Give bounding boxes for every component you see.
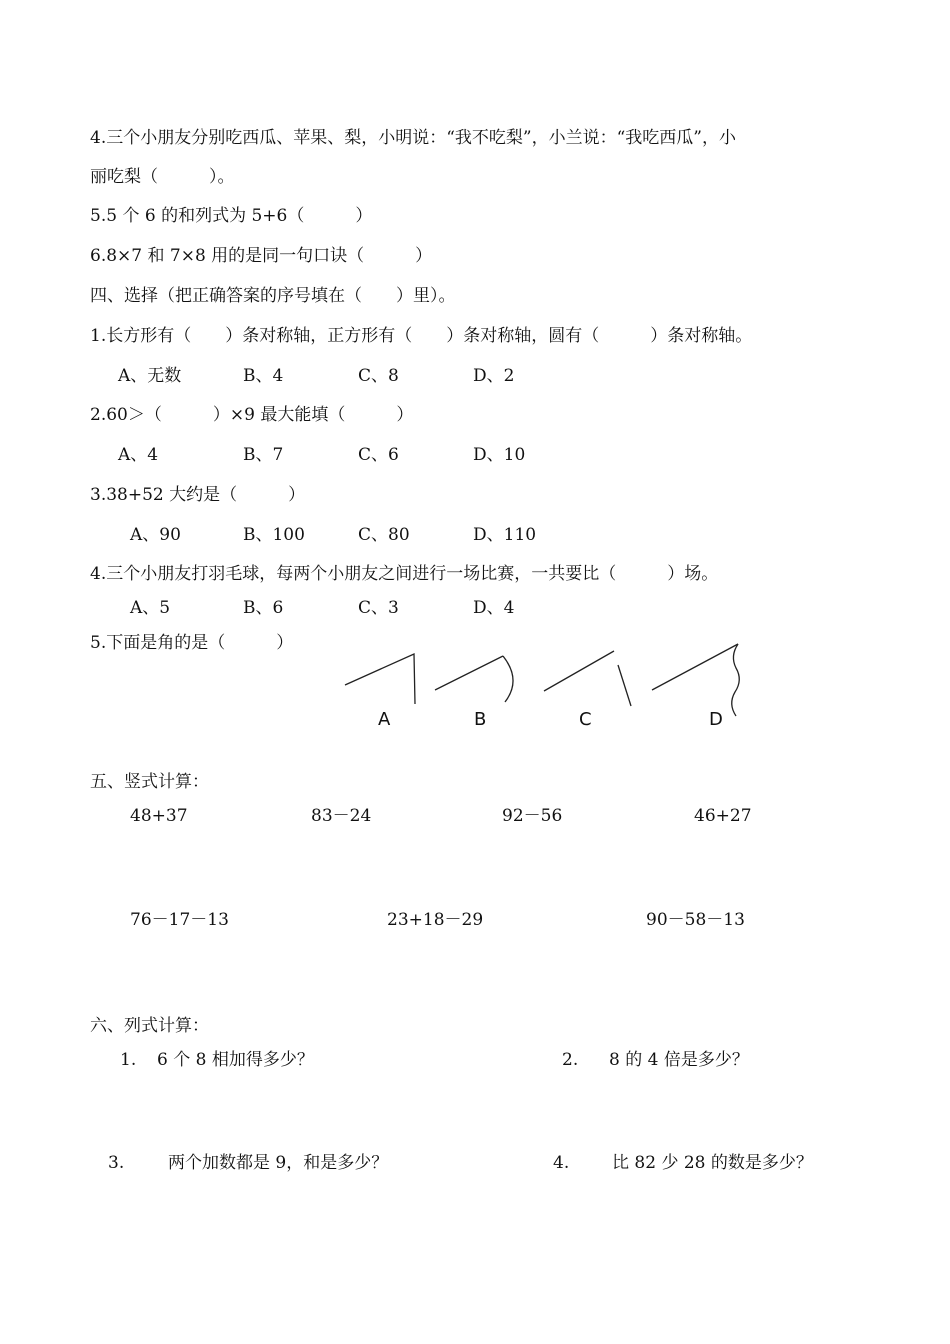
choice-q3-option-d: D、110	[473, 525, 537, 545]
equation-item-num: 1.	[120, 1050, 137, 1070]
figure-a-angle	[345, 654, 415, 704]
figure-c-line-2	[618, 665, 631, 706]
choice-q3: 3.38+52 大约是（ ）	[90, 485, 306, 505]
equation-item-num: 2.	[562, 1050, 579, 1070]
choice-q2-option-c: C、6	[358, 445, 399, 465]
choice-q1-option-c: C、8	[358, 366, 399, 386]
equation-item-num: 3.	[108, 1153, 125, 1173]
figure-label-b: B	[474, 709, 487, 730]
choice-q4-option-a: A、5	[130, 598, 171, 618]
equation-item-text: 6 个 8 相加得多少？	[157, 1050, 314, 1070]
vertical-row1-item: 92－56	[502, 806, 563, 826]
figure-a	[345, 654, 415, 704]
choice-q4-option-d: D、4	[473, 598, 515, 618]
figure-d-ray	[652, 644, 738, 690]
figure-c	[544, 651, 631, 706]
choice-q4: 4.三个小朋友打羽毛球，每两个小朋友之间进行一场比赛，一共要比（ ）场。	[90, 564, 719, 584]
equation-heading: 六、列式计算：	[90, 1016, 209, 1036]
equation-item-text: 8 的 4 倍是多少？	[609, 1050, 749, 1070]
judge-q6: 6.8×7 和 7×8 用的是同一句口诀（ ）	[90, 246, 433, 266]
equation-item-num: 4.	[553, 1153, 570, 1173]
choice-q1-option-a: A、无数	[118, 366, 182, 386]
vertical-row1-item: 83－24	[311, 806, 372, 826]
choice-heading: 四、选择（把正确答案的序号填在（ ）里）。	[90, 286, 456, 306]
vertical-heading: 五、竖式计算：	[90, 772, 209, 792]
judge-q5: 5.5 个 6 的和列式为 5+6（ ）	[90, 206, 373, 226]
figure-label-d: D	[709, 709, 723, 730]
choice-q2-option-a: A、4	[118, 445, 159, 465]
vertical-row1-item: 48+37	[130, 806, 188, 826]
choice-q2-option-d: D、10	[473, 445, 526, 465]
figure-label-c: C	[579, 709, 592, 730]
choice-q3-option-b: B、100	[243, 525, 305, 545]
vertical-row2-item: 76－17－13	[130, 910, 229, 930]
figure-b	[435, 656, 513, 702]
figure-c-line-1	[544, 651, 614, 691]
choice-q4-option-c: C、3	[358, 598, 399, 618]
vertical-row2-item: 23+18－29	[387, 910, 484, 930]
vertical-row2-item: 90－58－13	[646, 910, 745, 930]
judge-q4-line2: 丽吃梨（ ）。	[90, 167, 235, 187]
figure-b-ray	[435, 656, 503, 690]
figure-label-a: A	[378, 709, 391, 730]
choice-q4-option-b: B、6	[243, 598, 284, 618]
figure-d	[652, 644, 739, 716]
vertical-row1-item: 46+27	[694, 806, 752, 826]
choice-q3-option-c: C、80	[358, 525, 410, 545]
choice-q2-option-b: B、7	[243, 445, 284, 465]
choice-q1-option-b: B、4	[243, 366, 284, 386]
choice-q3-option-a: A、90	[130, 525, 181, 545]
figure-b-arc	[503, 656, 513, 702]
judge-q4-line1: 4.三个小朋友分别吃西瓜、苹果、梨，小明说：“我不吃梨”，小兰说：“我吃西瓜”，小	[90, 128, 736, 148]
choice-q5: 5.下面是角的是（ ）	[90, 633, 294, 653]
figure-d-wavy	[732, 644, 740, 716]
choice-q2: 2.60＞（ ）×9 最大能填（ ）	[90, 405, 414, 425]
equation-item-text: 比 82 少 28 的数是多少？	[612, 1153, 813, 1173]
choice-q1-option-d: D、2	[473, 366, 515, 386]
equation-item-text: 两个加数都是 9，和是多少？	[168, 1153, 389, 1173]
choice-q1: 1.长方形有（ ）条对称轴，正方形有（ ）条对称轴，圆有（ ）条对称轴。	[90, 326, 753, 346]
